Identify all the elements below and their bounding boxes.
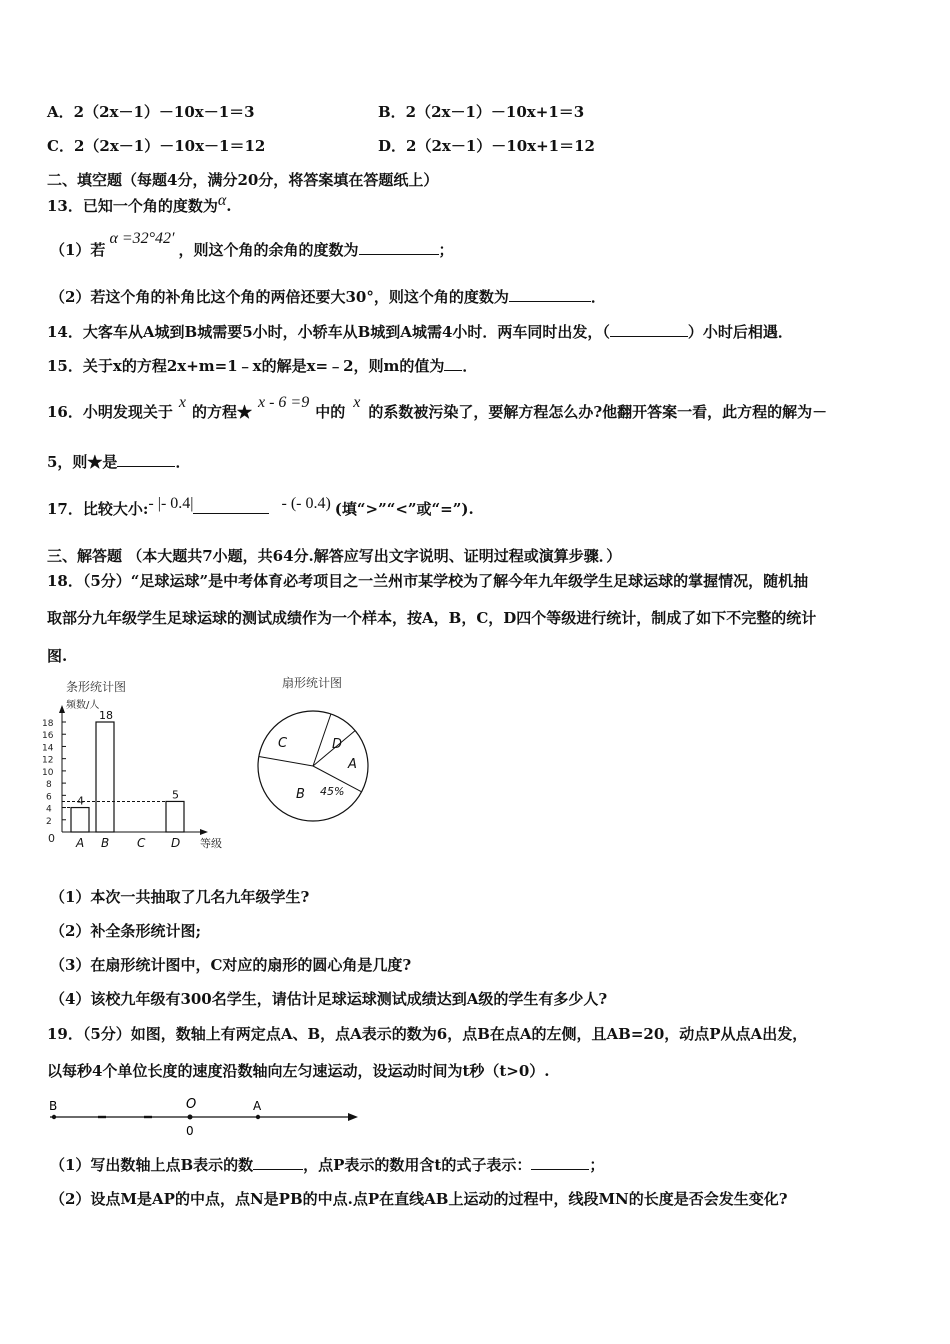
q18-line3: 图.	[47, 647, 68, 665]
bar-value-label-B: 18	[99, 709, 113, 722]
section-3-heading: 三、解答题 （本大题共7小题，共64分.解答应写出文字说明、证明过程或演算步骤．）	[47, 547, 622, 565]
point-a	[256, 1115, 260, 1119]
pie-label-A: A	[348, 757, 357, 772]
q16-c: 中的	[315, 403, 346, 421]
option-c: C．2（2x－1）－10x－1＝12	[47, 137, 266, 155]
q13-p2-end: ．	[590, 288, 606, 306]
q19-part2: （2）设点M是AP的中点，点N是PB的中点.点P在直线AB上运动的过程中，线段MN的长度是否会发生变化?	[50, 1190, 788, 1208]
q13-p2-text: （2）若这个角的补角比这个角的两倍还要大30°，则这个角的度数为	[50, 288, 509, 306]
q15-end: ．	[462, 357, 478, 375]
bar-category-C: C	[137, 836, 146, 850]
pie-label-D: D	[332, 737, 343, 752]
q16-line2	[47, 452, 190, 472]
q16-a: 16．小明发现关于	[47, 403, 173, 421]
bar-B	[96, 722, 114, 832]
bar-x-arrow	[200, 829, 208, 835]
q19-line2: 以每秒4个单位长度的速度沿数轴向左匀速运动，设运动时间为t秒（t>0）.	[47, 1062, 550, 1080]
label-zero: 0	[186, 1124, 194, 1138]
option-d: D．2（2x－1）－10x+1＝12	[378, 137, 595, 155]
q13-p1-post: ，则这个角的余角的度数为	[178, 241, 359, 259]
q14-blank[interactable]	[610, 322, 688, 337]
q18-line1: 18．（5分）“足球运球”是中考体育必考项目之一兰州市某学校为了解今年九年级学生足球运球的掌握情况，随机抽	[47, 572, 809, 590]
point-b	[52, 1115, 56, 1119]
q15-text: 15．关于x的方程2x+m=1﹣x的解是x=﹣2，则m的值为	[47, 357, 445, 375]
q13-p1-blank[interactable]	[359, 240, 439, 255]
q17-pre: 17．比较大小:	[47, 500, 149, 518]
q17-post: (填“>”“<”或“=”).	[334, 500, 474, 518]
label-o: O	[186, 1097, 197, 1112]
bar-category-A: A	[76, 836, 85, 850]
pie-chart	[250, 690, 380, 830]
q18-sub4: （4）该校九年级有300名学生，请估计足球运球测试成绩达到A级的学生有多少人?	[50, 990, 608, 1008]
q17-right: - (- 0.4)	[281, 495, 331, 512]
pie-label-C: C	[278, 736, 288, 751]
option-b: B．2（2x－1）－10x+1＝3	[378, 103, 585, 121]
q16-x2: x	[353, 394, 361, 411]
label-b: B	[49, 1099, 58, 1113]
bar-y-label: 频数/人	[66, 700, 100, 711]
bar-y-tick-label: 16	[42, 731, 54, 742]
q18-sub1: （1）本次一共抽取了几名九年级学生?	[50, 888, 310, 906]
q14-post: ）小时后相遇．	[687, 323, 793, 341]
q13-p1-end: ；	[438, 241, 454, 259]
q13-part1	[50, 230, 454, 261]
q15	[47, 356, 477, 376]
q19-blank-b[interactable]	[253, 1155, 303, 1170]
bar-x-label: 等级	[200, 837, 222, 850]
bar-y-tick-label: 8	[46, 780, 52, 791]
q13-part2	[50, 287, 606, 307]
q17-blank[interactable]	[193, 499, 269, 514]
q16-end: ．	[175, 453, 191, 471]
bar-y-tick-label: 0	[48, 832, 55, 845]
q15-blank[interactable]	[444, 356, 462, 371]
q19-part1	[50, 1155, 604, 1175]
q18-sub3: （3）在扇形统计图中，C对应的扇形的圆心角是几度?	[50, 956, 412, 974]
q16-eq: x - 6 =9	[258, 394, 310, 411]
bar-y-tick-label: 6	[46, 792, 52, 803]
q13-stem: 13．已知一个角的度数为α.	[47, 192, 232, 215]
q16-x1: x	[178, 394, 186, 411]
bar-y-tick-label: 4	[46, 804, 52, 815]
bar-y-tick-label: 2	[46, 816, 52, 827]
bar-D	[166, 801, 184, 832]
q14	[47, 322, 793, 342]
bar-y-arrow	[59, 705, 65, 713]
number-line	[40, 1092, 370, 1142]
q13-p2-blank[interactable]	[509, 287, 591, 302]
label-a: A	[253, 1099, 262, 1113]
pie-label-B: B	[296, 787, 305, 802]
q19-p1b: ，点P表示的数用含t的式子表示：	[303, 1156, 532, 1174]
bar-category-D: D	[171, 836, 181, 850]
bar-chart	[40, 690, 240, 860]
q13-stem-text: 13．已知一个角的度数为	[47, 197, 218, 215]
q18-line2: 取部分九年级学生足球运球的测试成绩作为一个样本，按A，B，C，D四个等级进行统计，制成了如下不完整的统计	[47, 609, 817, 627]
q17-left: - |- 0.4|	[148, 495, 194, 512]
bar-y-tick-label: 12	[42, 755, 54, 766]
q19-p1a: （1）写出数轴上点B表示的数	[50, 1156, 254, 1174]
q19-blank-p[interactable]	[531, 1155, 589, 1170]
section-2-heading: 二、填空题（每题4分，满分20分，将答案填在答题纸上）	[47, 171, 439, 189]
q13-p1-math: α =32°42′	[109, 230, 175, 247]
bar-value-label-A: 4	[77, 794, 84, 808]
q16-blank[interactable]	[117, 452, 175, 467]
q16-b: 的方程★	[191, 403, 252, 421]
bar-y-tick-label: 18	[42, 719, 54, 729]
bar-category-B: B	[101, 836, 110, 850]
bar-chart-title: 条形统计图	[66, 680, 127, 694]
pie-annotation: 45%	[320, 785, 345, 798]
bar-A	[71, 808, 89, 832]
option-a: A．2（2x－1）－10x－1＝3	[47, 103, 255, 121]
q13-p1-pre: （1）若	[50, 241, 106, 259]
pie-chart-title: 扇形统计图	[282, 676, 343, 690]
bar-value-label-D: 5	[172, 788, 179, 802]
q16-line1	[47, 394, 828, 423]
q14-pre: 14．大客车从A城到B城需要5小时，小轿车从B城到A城需4小时．两车同时出发，（	[47, 323, 610, 341]
point-o	[188, 1115, 193, 1120]
q18-sub2: （2）补全条形统计图;	[50, 922, 201, 940]
bar-y-tick-label: 10	[42, 767, 54, 778]
q16-line2-text: 5，则★是	[47, 453, 118, 471]
q19-line1: 19．（5分）如图，数轴上有两定点A、B，点A表示的数为6，点B在点A的左侧，且AB=20，动点P从点A出发，	[47, 1025, 808, 1043]
q19-p1c: ；	[589, 1156, 605, 1174]
bar-y-tick-label: 14	[42, 743, 54, 754]
q16-d: 的系数被污染了，要解方程怎么办?他翻开答案一看，此方程的解为－	[368, 403, 828, 421]
q13-alpha: α	[217, 192, 227, 209]
q17	[47, 495, 474, 520]
